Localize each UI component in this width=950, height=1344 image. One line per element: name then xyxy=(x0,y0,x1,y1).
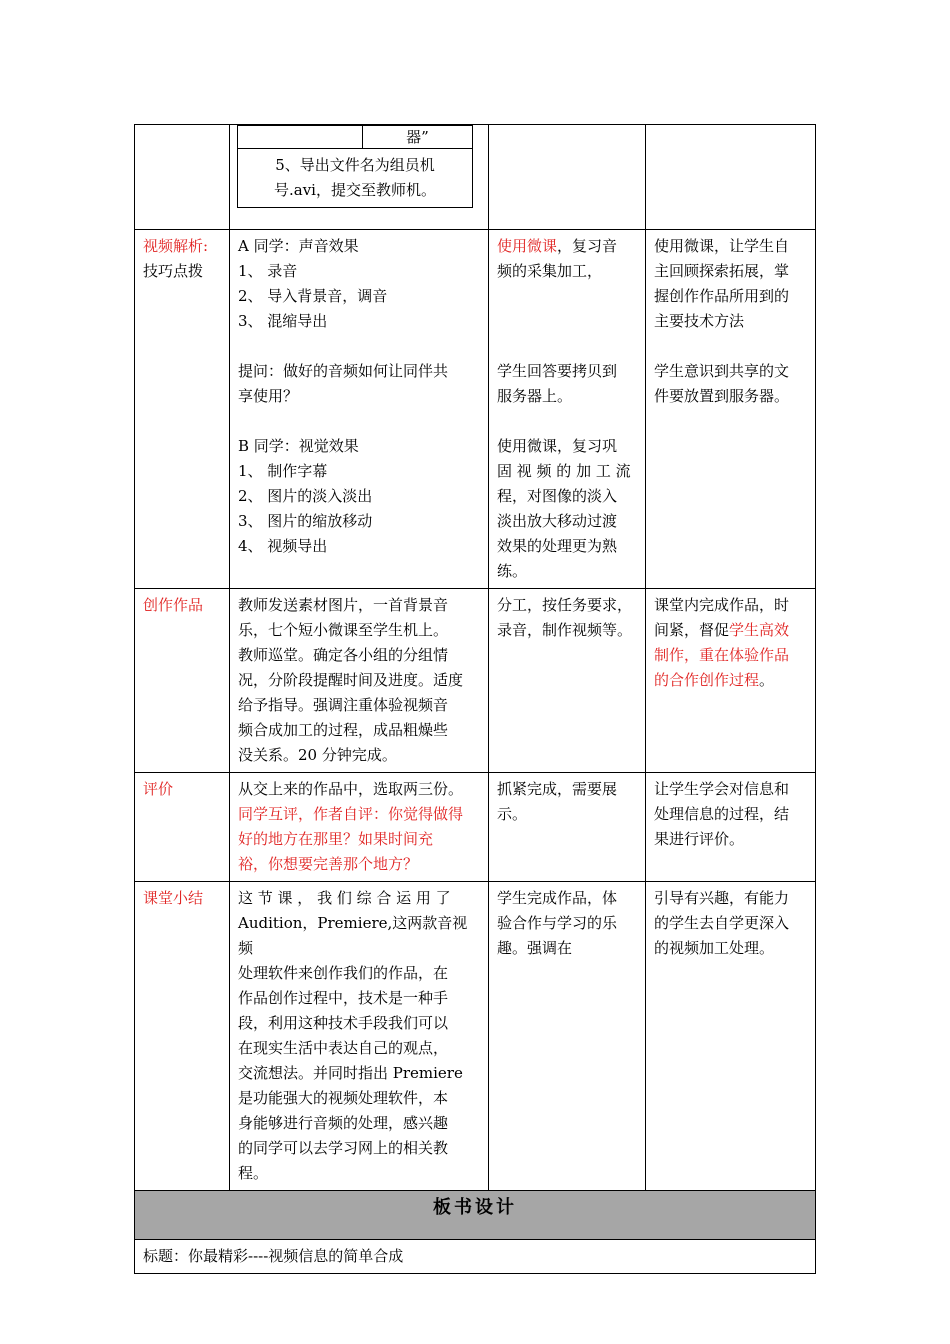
student-cell xyxy=(489,125,646,230)
table-row xyxy=(135,773,816,882)
board-heading: 板书设计 xyxy=(135,1191,816,1240)
teacher-cell: 这 节 课 ， 我 们 综 合 运 用 了 Audition，Premiere,这两款音视频 处理软件来创作我们的作品，在 作品创作过程中，技术是一种手 段，利用这种技术手段我们可以 在现实生活中表达自己的观点， 交流想法。并同时指出 Premiere 是功能强大的视频处理软件，本 身能够进行音频的处理，感兴趣 的同学可以去学习网上的相关教 程。 xyxy=(230,882,489,1191)
student-cell: 使用微课，复习音 频的采集加工， 学生回答要拷贝到 服务器上。 使用微课，复习巩 固 视 频 的 加 工 流 程，对图像的淡入 淡出放大移动过渡 效果的处理更为熟 练。 xyxy=(489,230,646,589)
stage-cell xyxy=(135,773,230,882)
inner-empty-cell xyxy=(238,126,363,149)
table-row xyxy=(135,230,816,589)
teacher-cell: 从交上来的作品中，选取两三份。 同学互评，作者自评：你觉得做得 好的地方在那里？如果时间充 裕，你想要完善那个地方？ xyxy=(230,773,489,882)
stage-label: 课堂小结 xyxy=(143,889,204,907)
table-row xyxy=(135,125,816,230)
board-title-row xyxy=(135,1240,816,1274)
intent-cell: 引导有兴趣，有能力 的学生去自学更深入 的视频加工处理。 xyxy=(646,882,816,1191)
stage-label: 创作作品 xyxy=(143,596,204,614)
teacher-cell: 教师发送素材图片，一首背景音 乐，七个短小微课至学生机上。 教师巡堂。确定各小组的分组情 况，分阶段提醒时间及进度。适度 给予指导。强调注重体验视频音 频合成加工的过程，成品粗燥些 没关系。20 分钟完成。 xyxy=(230,589,489,773)
intent-cell: 课堂内完成作品，时 间紧，督促学生高效 制作，重在体验作品 的合作创作过程。 xyxy=(646,589,816,773)
stage-label: 评价 xyxy=(143,780,174,798)
intent-cell xyxy=(646,125,816,230)
table-row xyxy=(135,589,816,773)
stage-cell xyxy=(135,589,230,773)
student-cell: 分工，按任务要求， 录音，制作视频等。 xyxy=(489,589,646,773)
inner-text-cell: 器” xyxy=(363,126,473,149)
stage-cell xyxy=(135,230,230,589)
inner-step-table xyxy=(237,125,473,208)
lesson-plan-table xyxy=(134,124,816,1274)
student-cell: 抓紧完成，需要展 示。 xyxy=(489,773,646,882)
export-step: 5、导出文件名为组员机 号.avi，提交至教师机。 xyxy=(238,149,473,208)
stage-cell xyxy=(135,125,230,230)
stage-label: 视频解析: xyxy=(143,237,209,255)
intent-cell: 让学生学会对信息和 处理信息的过程，结 果进行评价。 xyxy=(646,773,816,882)
stage-sublabel: 技巧点拨 xyxy=(143,262,204,280)
stage-cell xyxy=(135,882,230,1191)
teacher-cell xyxy=(230,125,489,230)
intent-cell: 使用微课，让学生自 主回顾探索拓展，掌 握创作作品所用到的 主要技术方法 学生意识到共享的文 件要放置到服务器。 xyxy=(646,230,816,589)
board-heading-row xyxy=(135,1191,816,1240)
student-cell: 学生完成作品，体 验合作与学习的乐 趣。强调在 xyxy=(489,882,646,1191)
table-row xyxy=(135,882,816,1191)
teacher-cell: A 同学：声音效果 1、 录音 2、 导入背景音，调音 3、 混缩导出 提问：做好的音频如何让同伴共 享使用？ B 同学：视觉效果 1、 制作字幕 2、 图片的淡入淡出 3、 图片的缩放移动 4、 视频导出 xyxy=(230,230,489,589)
board-title: 标题：你最精彩----视频信息的简单合成 xyxy=(135,1240,816,1274)
